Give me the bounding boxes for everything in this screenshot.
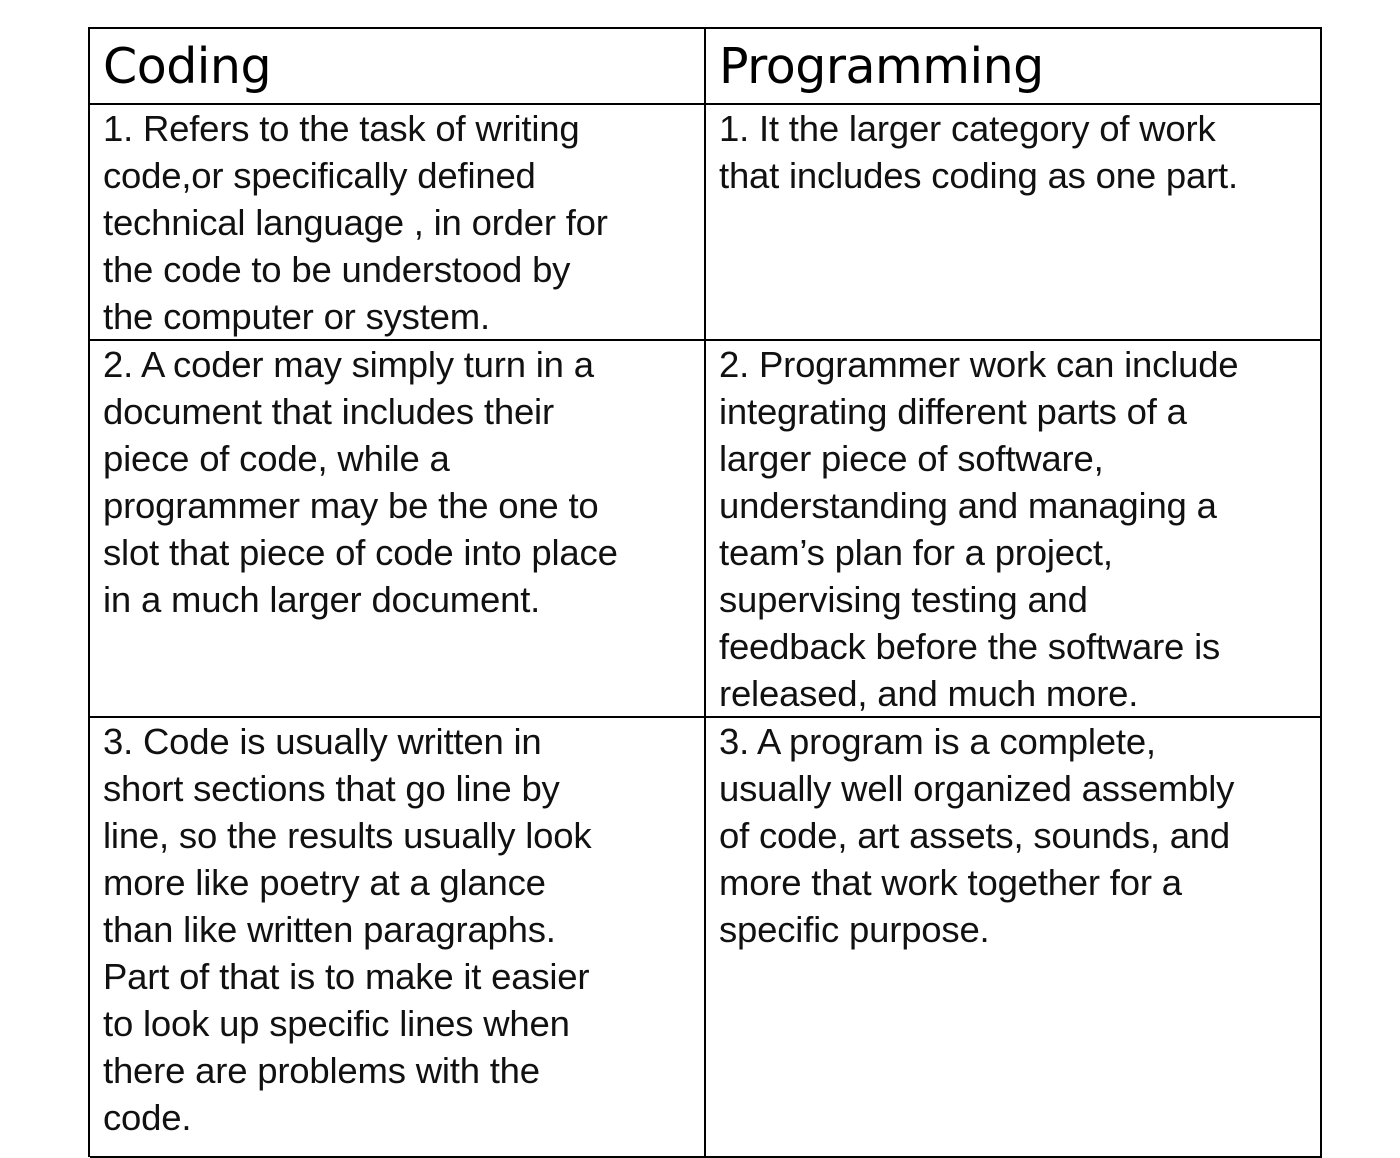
coding-cell bbox=[90, 341, 706, 716]
cell-line: understanding and managing a bbox=[719, 485, 1217, 526]
cell-line: document that includes their bbox=[103, 391, 554, 432]
cell-line: than like written paragraphs. bbox=[103, 909, 556, 950]
cell-line: that includes coding as one part. bbox=[719, 155, 1238, 196]
cell-line: 2. A coder may simply turn in a bbox=[103, 344, 594, 385]
cell-line: integrating different parts of a bbox=[719, 391, 1187, 432]
cell-line: larger piece of software, bbox=[719, 438, 1104, 479]
cell-line: line, so the results usually look bbox=[103, 815, 592, 856]
cell-line: piece of code, while a bbox=[103, 438, 450, 479]
header-coding: Coding bbox=[90, 29, 706, 103]
cell-line: 1. Refers to the task of writing bbox=[103, 108, 580, 149]
header-programming: Programming bbox=[706, 29, 1322, 103]
cell-line: in a much larger document. bbox=[103, 579, 541, 620]
cell-line: 1. It the larger category of work bbox=[719, 108, 1216, 149]
cell-line: short sections that go line by bbox=[103, 768, 560, 809]
cell-line: there are problems with the bbox=[103, 1050, 540, 1091]
table-row bbox=[90, 105, 1322, 341]
cell-line: the computer or system. bbox=[103, 296, 490, 337]
cell-line: slot that piece of code into place bbox=[103, 532, 618, 573]
programming-cell bbox=[706, 105, 1322, 339]
cell-line: usually well organized assembly bbox=[719, 768, 1235, 809]
cell-line: team’s plan for a project, bbox=[719, 532, 1113, 573]
cell-line: specific purpose. bbox=[719, 909, 990, 950]
cell-line: technical language , in order for bbox=[103, 202, 608, 243]
cell-line: programmer may be the one to bbox=[103, 485, 599, 526]
cell-line: more like poetry at a glance bbox=[103, 862, 546, 903]
cell-line: code. bbox=[103, 1097, 192, 1138]
cell-line: code,or specifically defined bbox=[103, 155, 536, 196]
cell-line: supervising testing and bbox=[719, 579, 1088, 620]
cell-line: to look up specific lines when bbox=[103, 1003, 570, 1044]
coding-cell bbox=[90, 718, 706, 1156]
cell-line: 3. A program is a complete, bbox=[719, 721, 1156, 762]
cell-line: 3. Code is usually written in bbox=[103, 721, 542, 762]
coding-cell bbox=[90, 105, 706, 339]
cell-line: the code to be understood by bbox=[103, 249, 571, 290]
cell-line: released, and much more. bbox=[719, 673, 1139, 714]
cell-line: of code, art assets, sounds, and bbox=[719, 815, 1230, 856]
cell-line: more that work together for a bbox=[719, 862, 1182, 903]
table-row bbox=[90, 718, 1322, 1158]
table-header-row bbox=[90, 29, 1322, 105]
cell-line: Part of that is to make it easier bbox=[103, 956, 590, 997]
comparison-table bbox=[88, 27, 1322, 1157]
table-row bbox=[90, 341, 1322, 718]
cell-line: 2. Programmer work can include bbox=[719, 344, 1239, 385]
programming-cell bbox=[706, 341, 1322, 716]
cell-line: feedback before the software is bbox=[719, 626, 1221, 667]
programming-cell bbox=[706, 718, 1322, 1156]
